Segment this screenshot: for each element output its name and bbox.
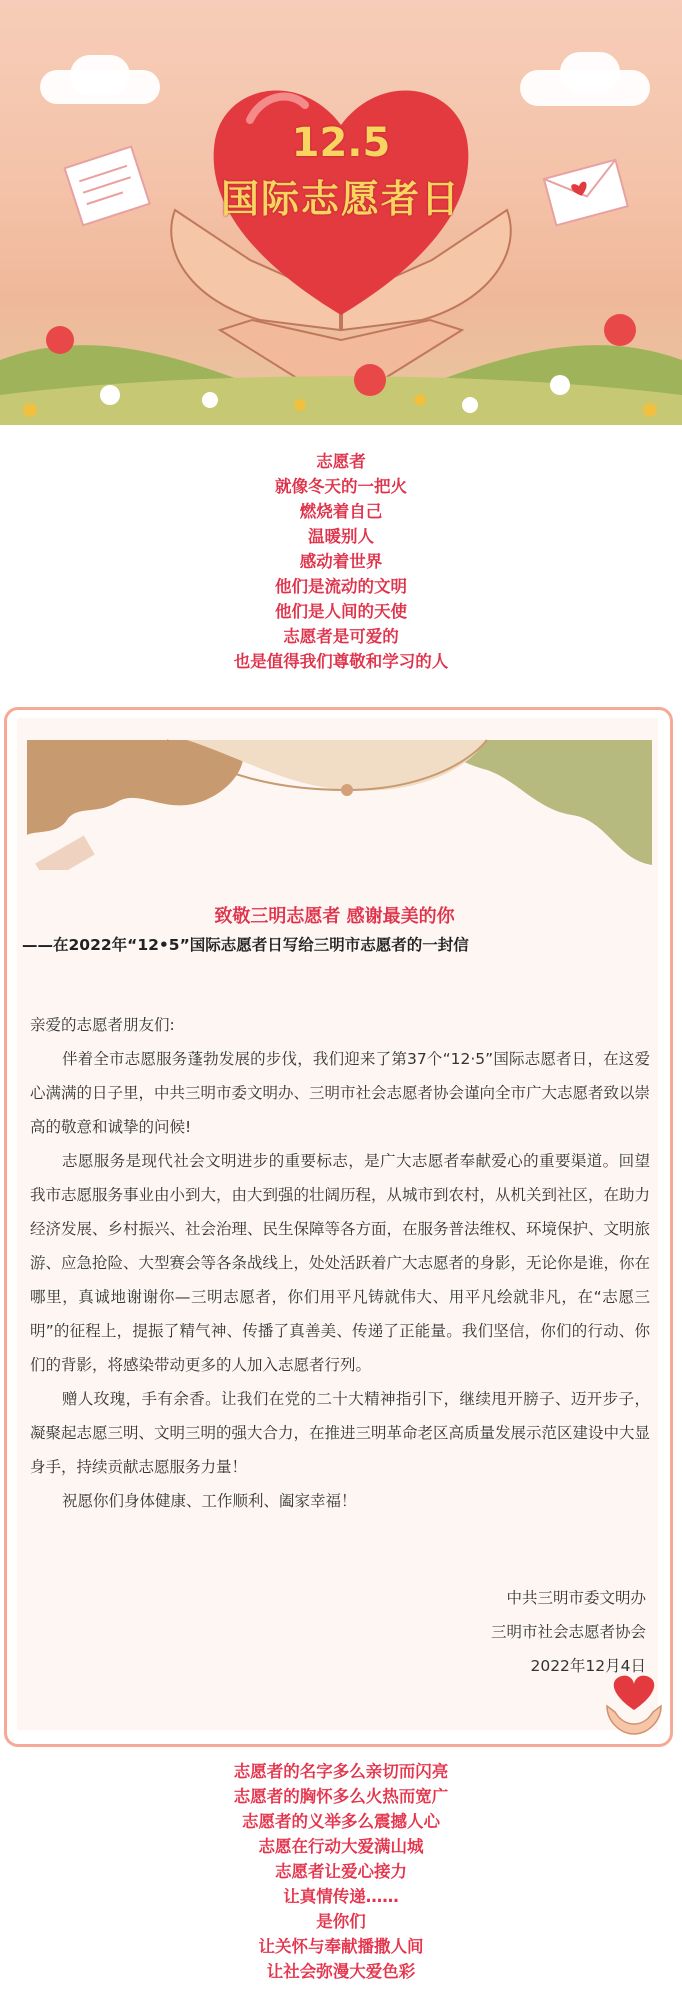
poem-line: 燃烧着自己	[299, 502, 383, 521]
letter-paragraph: 祝愿你们身体健康、工作顺利、阖家幸福！	[62, 1492, 357, 1510]
letter-subtitle: ——在2022年“12•5”国际志愿者日写给三明市志愿者的一封信	[22, 936, 469, 954]
poem-line: 也是值得我们尊敬和学习的人	[233, 652, 449, 671]
letter-body	[30, 1008, 650, 1518]
poem-line: 他们是人间的天使	[275, 602, 407, 621]
letter-paragraph: 伴着全市志愿服务蓬勃发展的步伐，我们迎来了第37个“12·5”国际志愿者日，在这爱心满满的日子里，中共三明市委文明办、三明市社会志愿者协会谨向全市广大志愿者致以崇高的敬意和诚挚的问候!	[30, 1050, 651, 1136]
signature-org1: 中共三明市委文明办	[506, 1589, 646, 1607]
poem-line: 让关怀与奉献播撒人间	[258, 1937, 424, 1956]
poem-line: 温暖别人	[308, 527, 374, 546]
poem-line: 就像冬天的一把火	[275, 477, 407, 496]
poem-line: 志愿者是可爱的	[283, 627, 399, 646]
letter-header-art	[17, 720, 662, 870]
poem-line: 志愿者让爱心接力	[275, 1862, 407, 1881]
poem-line: 感动着世界	[299, 552, 383, 571]
poem-line: 让社会弥漫大爱色彩	[266, 1962, 416, 1981]
signature-org2: 三明市社会志愿者协会	[490, 1623, 646, 1641]
poem-bottom	[0, 1759, 682, 1984]
poem-line: 他们是流动的文明	[275, 577, 407, 596]
poem-line: 是你们	[316, 1912, 366, 1931]
banner-number: 12.5	[291, 120, 391, 166]
banner-title: 国际志愿者日	[220, 177, 461, 221]
letter-title: 致敬三明志愿者 感谢最美的你	[214, 906, 455, 927]
poem-line: 志愿在行动大爱满山城	[258, 1837, 424, 1856]
signature-date: 2022年12月4日	[530, 1657, 646, 1675]
letter-signature	[491, 1581, 646, 1683]
poem-line: 志愿者的名字多么亲切而闪亮	[233, 1762, 449, 1781]
poem-line: 志愿者的义举多么震撼人心	[242, 1812, 440, 1831]
letter-paragraph: 志愿服务是现代社会文明进步的重要标志，是广大志愿者奉献爱心的重要渠道。回望我市志愿服务事业由小到大，由大到强的壮阔历程，从城市到农村，从机关到社区，在助力经济发展、乡村振兴、社会治理、民生保障等各方面，在服务普法维权、环境保护、文明旅游、应急抢险、大型赛会等各条战线上，处处活跃着广大志愿者的身影，无论你是谁，你在哪里，真诚地谢谢你—三明志愿者，你们用平凡铸就伟大、用平凡绘就非凡，在“志愿三明”的征程上，提振了精气神、传播了真善美、传递了正能量。我们坚信，你们的行动、你们的背影，将感染带动更多的人加入志愿者行列。	[30, 1152, 651, 1374]
poem-line: 志愿者	[316, 452, 366, 471]
poem-top	[0, 449, 682, 674]
poem-line: 让真情传递……	[283, 1887, 399, 1906]
letter-paragraph: 赠人玫瑰，手有余香。让我们在党的二十大精神指引下，继续甩开膀子、迈开步子，凝聚起志愿三明、文明三明的强大合力，在推进三明革命老区高质量发展示范区建设中大显身手，持续贡献志愿服务力量！	[30, 1390, 651, 1476]
poem-line: 志愿者的胸怀多么火热而宽广	[233, 1787, 449, 1806]
letter-greeting: 亲爱的志愿者朋友们:	[30, 1016, 175, 1034]
banner-image	[0, 0, 682, 425]
